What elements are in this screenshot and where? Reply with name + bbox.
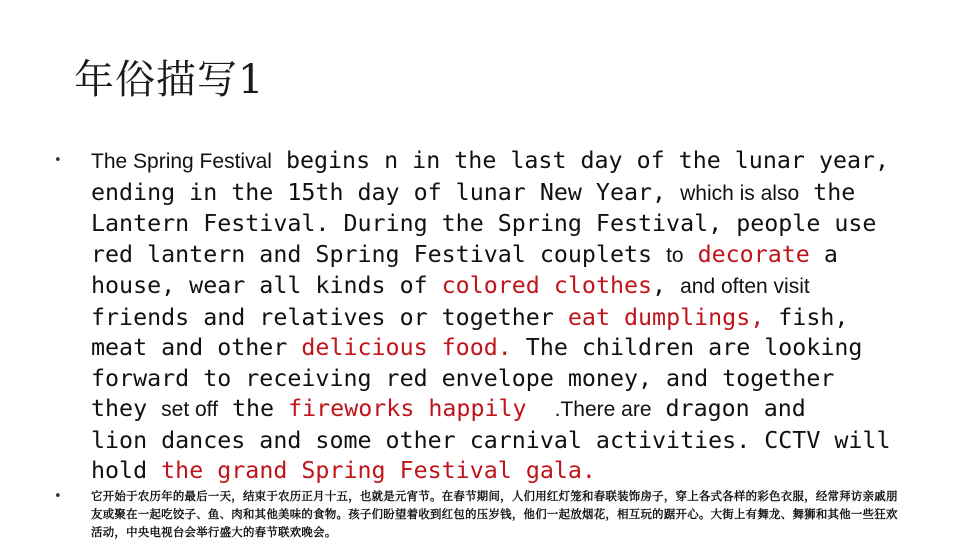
slide-title: 年俗描写1 xyxy=(74,57,265,103)
text-run: The Spring Festival xyxy=(91,150,272,173)
bullet-icon: • xyxy=(54,153,62,168)
text-run: and often visit xyxy=(680,275,810,298)
highlight-decorate: decorate xyxy=(697,240,810,268)
highlight-colored-clothes: colored clothes xyxy=(441,272,653,299)
highlight-gala: the grand Spring Festival gala. xyxy=(161,457,596,484)
text-run: the xyxy=(217,395,289,422)
text-run: The children are looking xyxy=(511,334,863,361)
text-run: forward to receiving red envelope money, and together xyxy=(91,364,835,392)
text-run: Lantern Festival. During the Spring Festival, people use xyxy=(91,210,877,237)
text-run: to xyxy=(666,243,684,267)
english-paragraph xyxy=(91,146,911,487)
text-run: fish, xyxy=(764,303,849,331)
text-run: dragon and xyxy=(651,395,806,422)
text-run: begins xyxy=(271,147,371,174)
text-run: which is also xyxy=(680,181,800,205)
text-run: n in the last day of the lunar year, xyxy=(370,147,890,174)
text-run: , xyxy=(652,272,681,299)
bullet-icon: • xyxy=(54,489,62,504)
text-run xyxy=(684,241,698,268)
highlight-eat-dumplings: eat dumplings, xyxy=(567,303,765,331)
text-run: meat and other xyxy=(91,334,302,361)
text-run: set off xyxy=(161,398,218,421)
text-run: lion dances and some other carnival activities. CCTV will xyxy=(91,426,891,454)
text-run: house, wear all kinds of xyxy=(91,272,442,299)
text-run: a xyxy=(809,240,838,268)
text-run: ending in the 15th day of lunar New Year, xyxy=(91,178,681,206)
text-run: the xyxy=(799,178,856,206)
text-run: red lantern and Spring Festival couplets xyxy=(91,240,667,268)
text-run xyxy=(527,395,555,422)
text-run: hold xyxy=(91,457,162,484)
text-run: they xyxy=(91,395,162,422)
highlight-fireworks: fireworks happily xyxy=(288,395,527,422)
text-run: friends and relatives or together xyxy=(91,303,568,331)
highlight-delicious-food: delicious food. xyxy=(301,334,512,361)
chinese-paragraph: 它开始于农历年的最后一天，结束于农历正月十五，也就是元宵节。在春节期间，人们用红灯笼和春联装饰房子，穿上各式各样的彩色衣服，经常拜访亲戚朋友或聚在一起吃饺子、鱼、肉和其他美味的食物。孩子们盼望着收到红包的压岁钱，他们一起放烟花，相互玩的踞开心。大街上有舞龙、舞狮和其他一些狂欢活动，中央电视台会举行盛大的春节联欢晚会。 xyxy=(91,489,898,539)
text-run: .There are xyxy=(554,398,652,421)
